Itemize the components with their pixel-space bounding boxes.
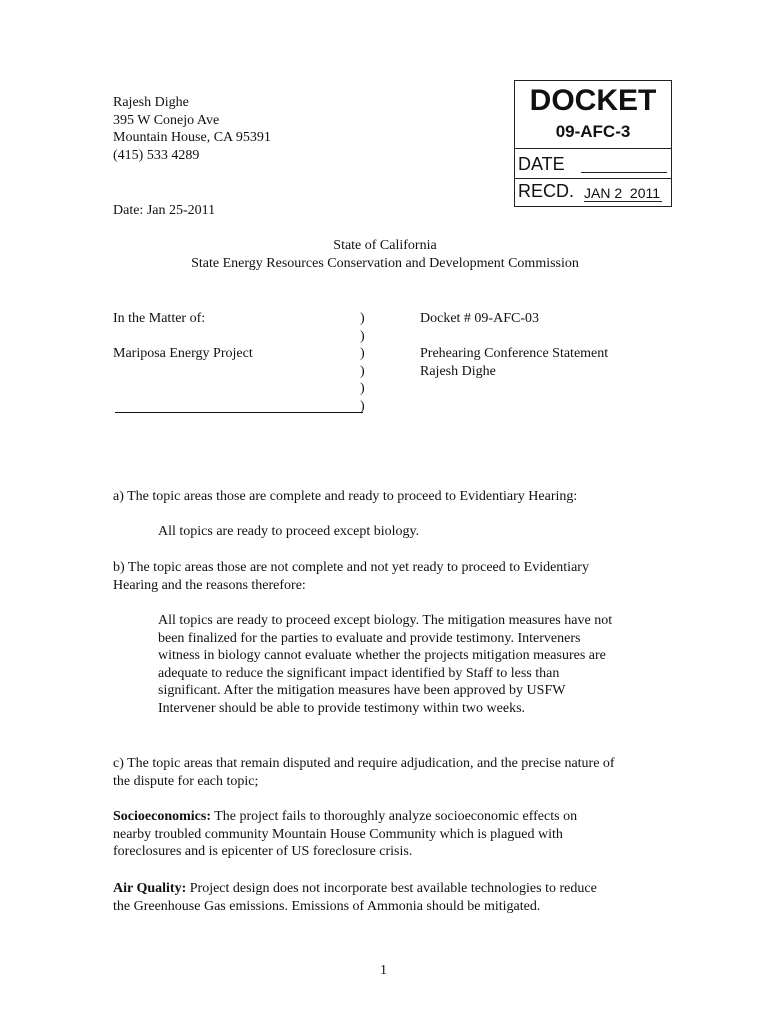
page-number: 1	[380, 963, 387, 978]
caption-paren: )	[360, 363, 365, 379]
document-author: Rajesh Dighe	[420, 363, 496, 379]
matter-project: Mariposa Energy Project	[113, 346, 253, 361]
sender-street: 395 W Conejo Ave	[113, 112, 220, 128]
section-a-question: a) The topic areas those are complete and ready to proceed to Evidentiary Hearing:	[113, 489, 578, 504]
socioeconomics-label: Socioeconomics:	[113, 809, 211, 824]
docket-reference: Docket # 09-AFC-03	[420, 311, 539, 326]
caption-paren: )	[360, 381, 365, 396]
section-a-answer: All topics are ready to proceed except biology.	[158, 524, 420, 539]
docket-divider	[515, 178, 671, 179]
matter-label: In the Matter of:	[113, 311, 206, 326]
caption-underline	[115, 412, 363, 413]
sender-city: Mountain House, CA 95391	[113, 130, 271, 145]
caption-paren: )	[360, 328, 365, 344]
matter-caption-parens	[360, 310, 365, 415]
docket-date-blank-line	[581, 172, 667, 173]
docket-received-label: RECD.	[518, 181, 575, 201]
commission-heading	[0, 237, 770, 272]
docket-received-date: JAN 2 2011	[584, 185, 661, 201]
section-c-question: c) The topic areas that remain disputed and require adjudication, and the precise nature of the dispute for each topic;	[113, 756, 615, 789]
sender-address	[113, 94, 271, 164]
matter-spacer	[420, 328, 608, 346]
caption-paren: )	[360, 311, 365, 326]
document-title: Prehearing Conference Statement	[420, 346, 609, 361]
docket-date-label: DATE	[518, 154, 565, 174]
caption-paren: )	[360, 346, 365, 361]
heading-state: State of California	[333, 238, 437, 253]
section-b-answer: All topics are ready to proceed except biology. The mitigation measures have not been finalized for the parties to evaluate and provide testimony. Interveners witness in biology cannot evaluate whether the projects mitigation measures are adequate to reduce the significant impact identified by Staff to less than significant. After the mitigation measures have been approved by USFW Intervener should be able to provide testimony within two weeks.	[158, 613, 613, 716]
letter-date: Date: Jan 25-2011	[113, 203, 216, 218]
docket-stamp	[514, 80, 672, 207]
docket-divider	[515, 148, 671, 149]
caption-paren: )	[360, 398, 365, 414]
matter-spacer	[113, 328, 253, 346]
sender-name: Rajesh Dighe	[113, 95, 189, 110]
matter-caption-left	[113, 310, 253, 363]
docket-number: 09-AFC-3	[555, 122, 631, 141]
matter-caption-right	[420, 310, 608, 380]
docket-title: DOCKET	[529, 84, 657, 117]
sender-phone: (415) 533 4289	[113, 147, 200, 163]
section-b-question: b) The topic areas those are not complete and not yet ready to proceed to Evidentiary Hearing and the reasons therefore:	[113, 560, 589, 593]
air-quality-label: Air Quality:	[113, 881, 187, 896]
socioeconomics-paragraph: Socioeconomics: The project fails to thoroughly analyze socioeconomic effects on nearby troubled community Mountain House Community which is plagued with foreclosures and is epicenter of US foreclosure crisis.	[113, 809, 578, 859]
heading-commission: State Energy Resources Conservation and Development Commission	[191, 255, 579, 271]
air-quality-paragraph: Air Quality: Project design does not incorporate best available technologies to reduce the Greenhouse Gas emissions. Emissions of Ammonia should be mitigated.	[113, 881, 597, 914]
